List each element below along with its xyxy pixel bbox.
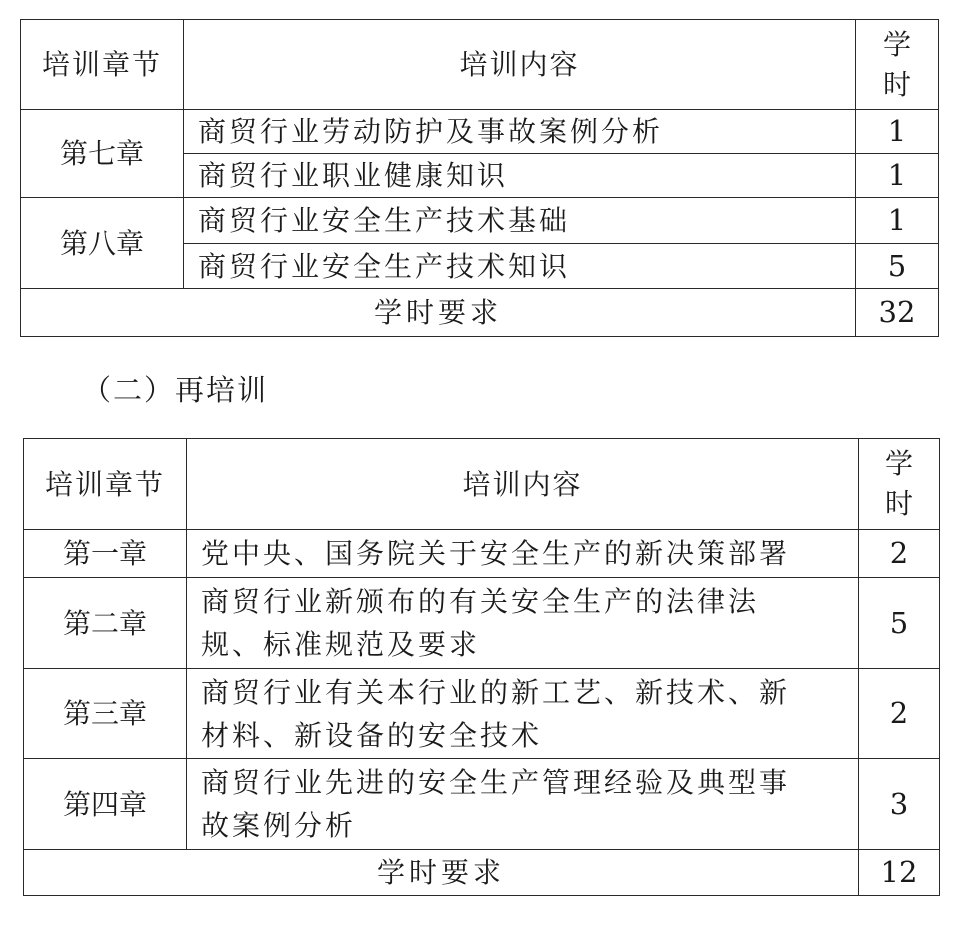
total-row — [24, 850, 940, 896]
content-cell — [187, 669, 859, 759]
content-line: 商贸行业新颁布的有关安全生产的法律法 — [201, 585, 760, 618]
table-row — [24, 578, 940, 669]
content-cell: 商贸行业劳动防护及事故案例分析 — [184, 110, 856, 154]
total-hours: 12 — [859, 850, 940, 896]
table-row — [24, 530, 940, 578]
content-cell — [187, 578, 859, 669]
total-label: 学时要求 — [21, 289, 856, 337]
content-line: 商贸行业先进的安全生产管理经验及典型事 — [201, 766, 791, 799]
hours-cell: 5 — [859, 578, 940, 669]
total-label: 学时要求 — [24, 850, 859, 896]
hours-cell: 2 — [859, 530, 940, 578]
chapter-cell: 第三章 — [24, 669, 187, 759]
header-hours-line1: 学 — [882, 27, 911, 61]
section-heading: （二）再培训 — [82, 373, 269, 407]
hours-cell: 1 — [856, 110, 939, 154]
content-cell: 党中央、国务院关于安全生产的新决策部署 — [187, 530, 859, 578]
header-row — [21, 20, 939, 110]
hours-cell: 5 — [856, 244, 939, 289]
content-cell: 商贸行业安全生产技术基础 — [184, 198, 856, 244]
content-cell: 商贸行业职业健康知识 — [184, 154, 856, 198]
chapter-cell: 第七章 — [21, 110, 184, 198]
chapter-cell: 第八章 — [21, 198, 184, 289]
initial-training-table — [20, 19, 939, 337]
header-hours — [856, 20, 939, 110]
chapter-cell: 第四章 — [24, 759, 187, 850]
content-line: 故案例分析 — [201, 809, 357, 842]
chapter-cell: 第一章 — [24, 530, 187, 578]
header-hours-line2: 时 — [882, 67, 911, 101]
header-hours-line1: 学 — [884, 447, 913, 480]
header-content: 培训内容 — [187, 439, 859, 530]
table-row — [24, 759, 940, 850]
hours-cell: 1 — [856, 154, 939, 198]
hours-cell: 3 — [859, 759, 940, 850]
header-row — [24, 439, 940, 530]
hours-cell: 1 — [856, 198, 939, 244]
content-cell — [187, 759, 859, 850]
content-line: 材料、新设备的安全技术 — [201, 718, 543, 752]
content-line: 规、标准规范及要求 — [201, 628, 481, 661]
header-chapter: 培训章节 — [24, 439, 187, 530]
table-row — [21, 198, 939, 244]
hours-cell: 2 — [859, 669, 940, 759]
content-cell: 商贸行业安全生产技术知识 — [184, 244, 856, 289]
header-chapter: 培训章节 — [21, 20, 184, 110]
header-hours — [859, 439, 940, 530]
content-line: 商贸行业有关本行业的新工艺、新技术、新 — [201, 675, 791, 709]
table-row — [24, 669, 940, 759]
total-row — [21, 289, 939, 337]
table-row — [21, 110, 939, 154]
chapter-cell: 第二章 — [24, 578, 187, 669]
total-hours: 32 — [856, 289, 939, 337]
retraining-table — [23, 438, 940, 896]
header-hours-line2: 时 — [884, 487, 913, 520]
header-content: 培训内容 — [184, 20, 856, 110]
